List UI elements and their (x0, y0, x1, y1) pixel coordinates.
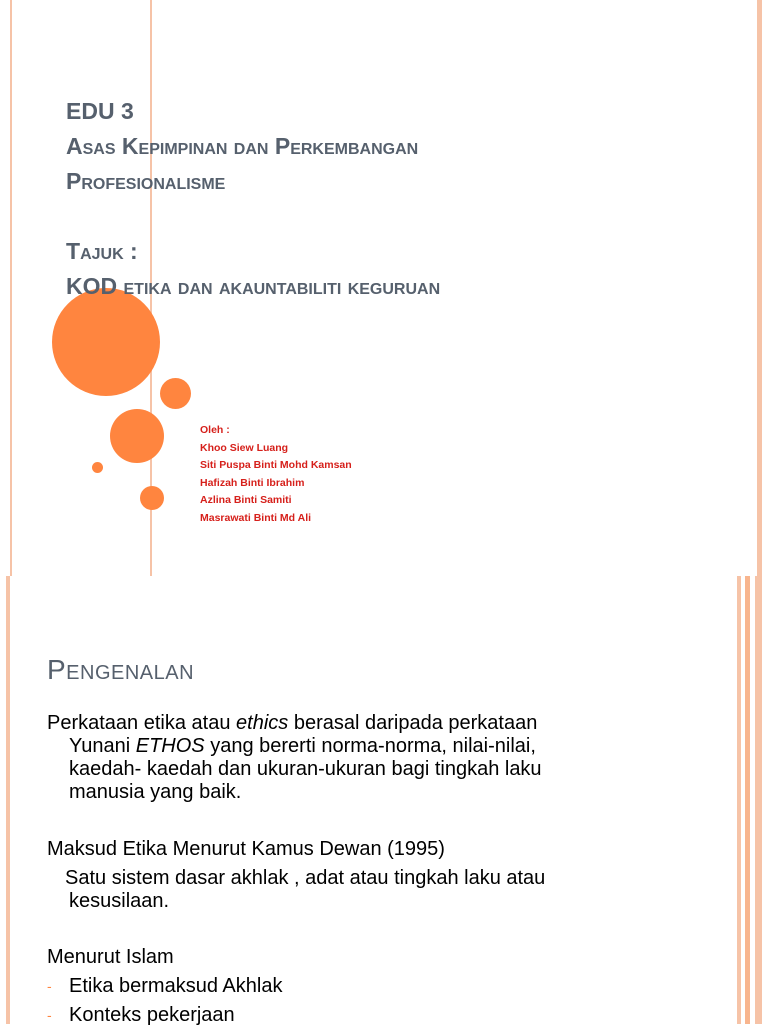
para-line: kaedah- kaedah dan ukuran-ukuran bagi tingkah laku (69, 758, 542, 780)
para-line: kesusilaan. (69, 890, 170, 912)
list-item: - Konteks pekerjaan (47, 1004, 235, 1027)
slide2-title: Pengenalan (47, 654, 195, 685)
author-name: Khoo Siew Luang (200, 441, 289, 454)
author-name: Hafizah Binti Ibrahim (200, 476, 305, 489)
paragraph-definition (47, 712, 707, 804)
title-line-subject-2: Profesionalisme (66, 168, 226, 194)
bullet-icon: - (47, 978, 52, 995)
decor-line (757, 0, 762, 576)
author-name: Azlina Binti Samiti (200, 494, 292, 506)
author-label: Oleh : (200, 424, 230, 436)
decor-line (745, 576, 750, 1024)
decor-line (755, 576, 762, 1024)
decor-circle-tiny (92, 462, 103, 473)
para-heading: Menurut Islam (47, 946, 174, 968)
paragraph-islam (47, 946, 707, 1027)
decor-line (737, 576, 741, 1024)
decor-circle-medium (110, 409, 164, 463)
para-line: manusia yang baik. (69, 781, 242, 803)
author-name: Siti Puspa Binti Mohd Kamsan (200, 459, 352, 471)
decor-circle-small (140, 486, 164, 510)
decor-line (6, 576, 10, 1024)
decor-circle-small (160, 378, 191, 409)
slide-title (66, 94, 440, 304)
author-list (200, 422, 352, 527)
title-line-topic: KOD etika dan akauntabiliti keguruan (66, 273, 441, 299)
bullet-icon: - (47, 1007, 52, 1024)
title-line-course: EDU 3 (66, 98, 134, 124)
para-line: Yunani ETHOS yang bererti norma-norma, nilai-nilai, (69, 735, 536, 757)
decor-line (10, 0, 12, 576)
para-line: Perkataan etika atau ethics berasal daripada perkataan (47, 712, 538, 734)
paragraph-kamus-dewan (47, 838, 707, 913)
title-line-subject: Asas Kepimpinan dan Perkembangan (66, 133, 419, 159)
para-line: Satu sistem dasar akhlak , adat atau tingkah laku atau (65, 867, 546, 889)
list-item: - Etika bermaksud Akhlak (47, 975, 283, 997)
author-name: Masrawati Binti Md Ali (200, 511, 312, 524)
title-line-topic-label: Tajuk : (66, 238, 138, 264)
decor-circle-large (52, 288, 160, 396)
para-line: Maksud Etika Menurut Kamus Dewan (1995) (47, 838, 445, 860)
